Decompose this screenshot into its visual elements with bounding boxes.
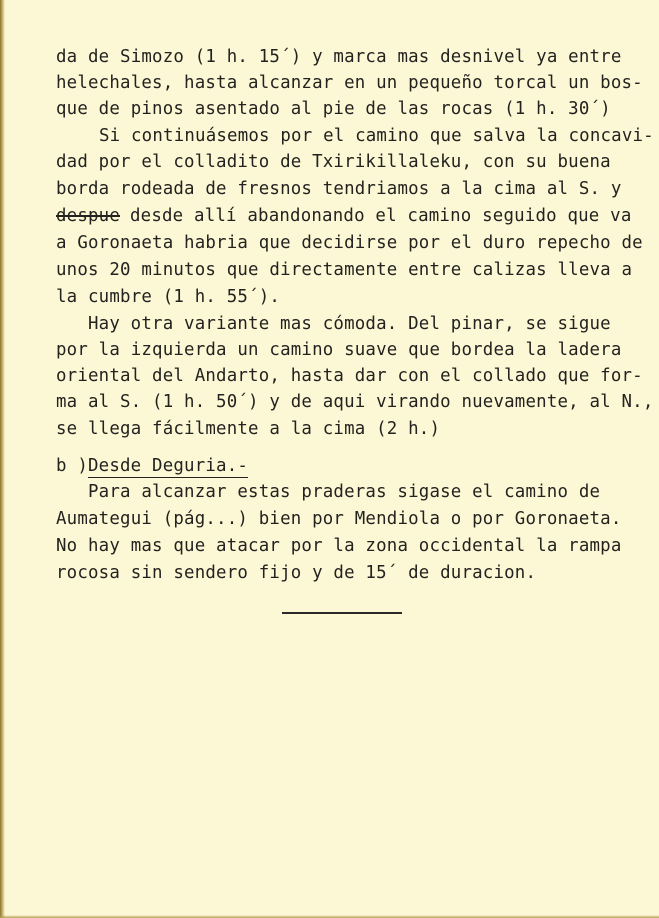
text-line-15: se llega fácilmente a la cima (2 h.) (56, 419, 441, 439)
text-line-18: No hay mas que atacar por la zona occidental la rampa (56, 536, 622, 556)
section-heading: Desde Deguria.- (88, 456, 249, 476)
section-marker: b ) (56, 456, 89, 476)
text-line-3: que de pinos asentado al pie de las rocas (1 h. 30´) (56, 99, 611, 119)
text-line-8: a Goronaeta habria que decidirse por el duro repecho de (56, 233, 643, 253)
text-line-1: da de Simozo (1 h. 15´) y marca mas desnivel ya entre (56, 47, 622, 67)
text-line-11: Hay otra variante mas cómoda. Del pinar, se sigue (88, 314, 611, 334)
text-line-10: la cumbre (1 h. 55´). (56, 287, 281, 307)
text-line-5: dad por el colladito de Txirikillaleku, con su buena (56, 152, 611, 172)
closing-rule (282, 612, 402, 614)
text-line-19: rocosa sin sendero fijo y de 15´ de duracion. (56, 563, 537, 583)
struck-out-word: despue (56, 206, 121, 226)
text-line-13: oriental del Andarto, hasta dar con el collado que for- (56, 366, 643, 386)
text-line-2: helechales, hasta alcanzar en un pequeño torcal un bos- (56, 73, 643, 93)
text-line-7: desde allí abandonando el camino seguido que va (130, 206, 632, 226)
text-line-12: por la izquierda un camino suave que bordea la ladera (56, 340, 622, 360)
text-line-17: Aumategui (pág...) bien por Mendiola o por Goronaeta. (56, 509, 622, 529)
text-line-4: Si continuásemos por el camino que salva la concavi- (99, 126, 654, 146)
text-line-9: unos 20 minutos que directamente entre calizas lleva a (56, 260, 633, 280)
text-line-16: Para alcanzar estas praderas sigase el camino de (88, 482, 601, 502)
text-line-6: borda rodeada de fresnos tendriamos a la cima al S. y (56, 179, 622, 199)
text-line-14: ma al S. (1 h. 50´) y de aqui virando nuevamente, al N., (56, 392, 654, 412)
